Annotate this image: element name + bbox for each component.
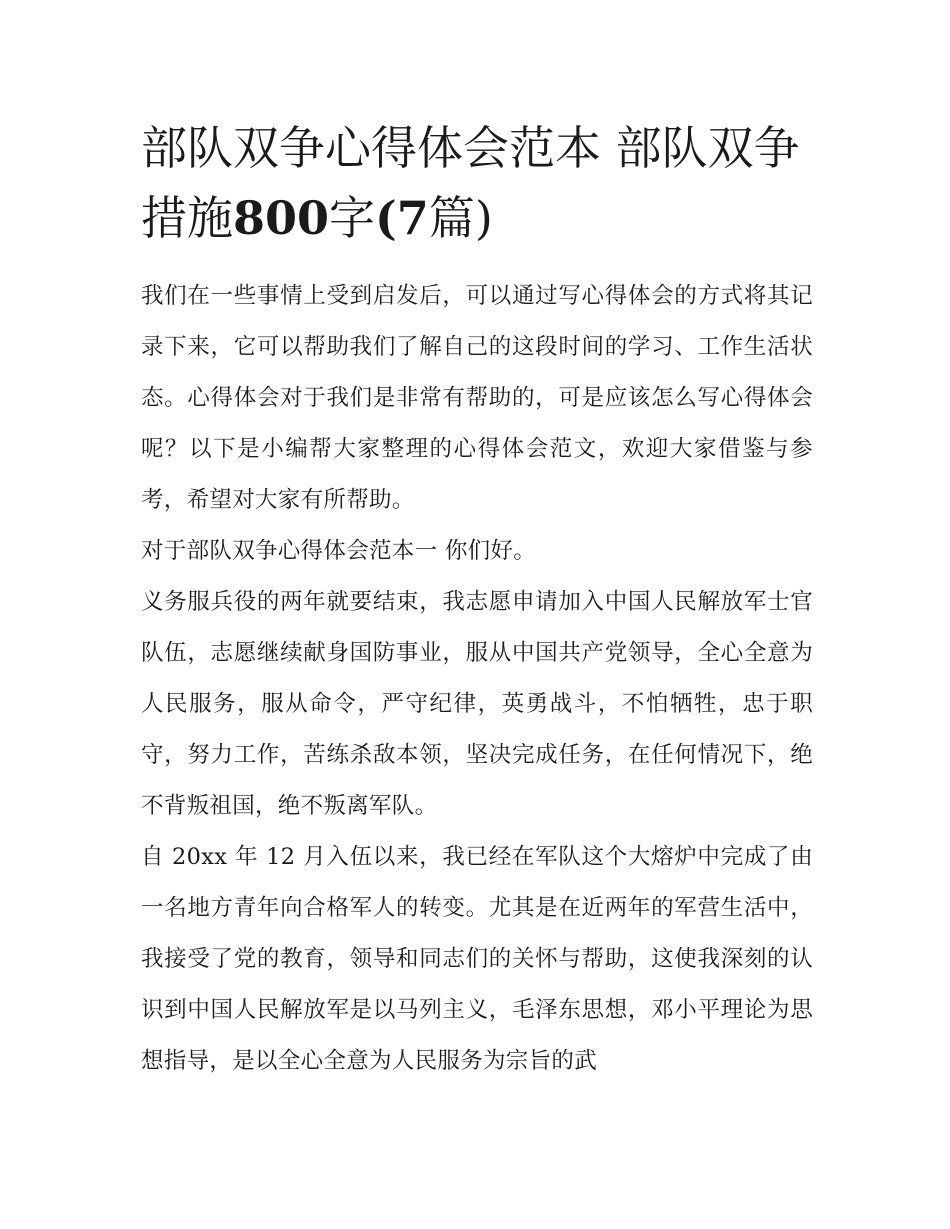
body-paragraph: 义务服兵役的两年就要结束，我志愿申请加入中国人民解放军士官队伍，志愿继续献身国防事业，服从中国共产党领导，全心全意为人民服务，服从命令，严守纪律，英勇战斗，不怕牺牲，忠于职守，努力工作，苦练杀敌本领，坚决完成任务，在任何情况下，绝不背叛祖国，绝不叛离军队。 (141, 589, 813, 819)
intro-paragraph: 我们在一些事情上受到启发后，可以通过写心得体会的方式将其记录下来，它可以帮助我们了解自己的这段时间的学习、工作生活状态。心得体会对于我们是非常有帮助的，可是应该怎么写心得体会呢？以下是小编帮大家整理的心得体会范文，欢迎大家借鉴与参考，希望对大家有所帮助。 (141, 283, 813, 513)
document-title (141, 113, 813, 253)
title-number: 800 (233, 191, 330, 245)
title-text-part1: 部队双争心得体会范本 部队双争措施 (141, 121, 800, 245)
title-count: (7 (375, 191, 429, 245)
title-text-end: 篇) (428, 191, 493, 245)
document-content (141, 113, 813, 1087)
title-text-part2: 字 (329, 191, 376, 245)
section-heading-paragraph: 对于部队双争心得体会范本一 你们好。 (141, 538, 537, 564)
body-paragraph: 自 20xx 年 12 月入伍以来，我已经在军队这个大熔炉中完成了由一名地方青年向合格军人的转变。尤其是在近两年的军营生活中，我接受了党的教育，领导和同志们的关怀与帮助，这使我深刻的认识到中国人民解放军是以马列主义，毛泽东思想，邓小平理论为思想指导，是以全心全意为人民服务为宗旨的武 (141, 844, 813, 1074)
